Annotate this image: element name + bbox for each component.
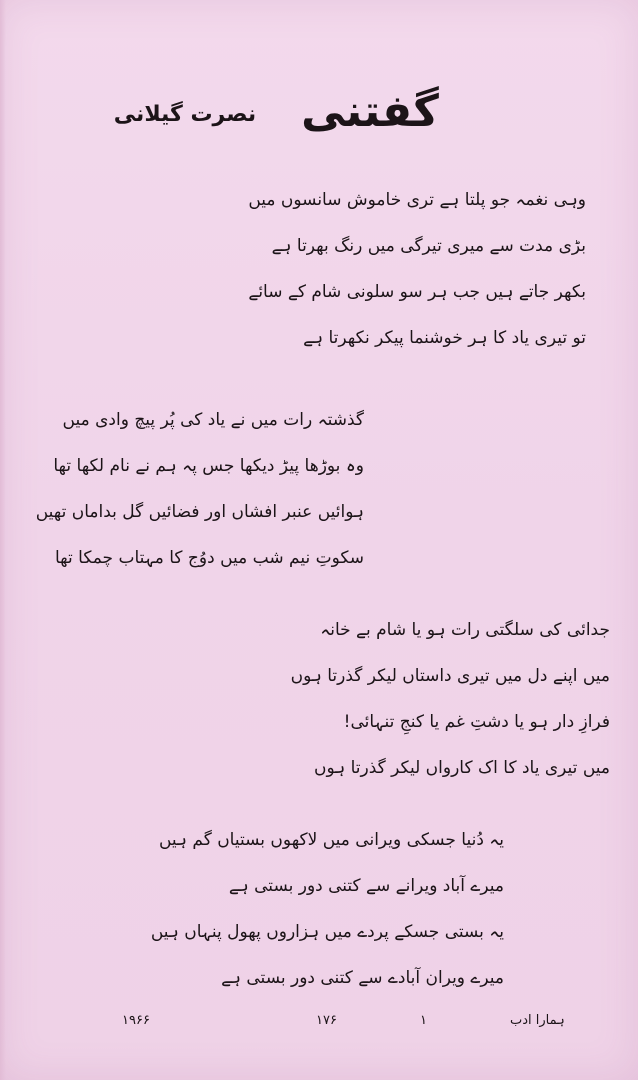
verse-line: یہ دُنیا جسکی ویرانی میں لاکھوں بستیاں گم ہیں [158,830,504,850]
page-footer [0,1013,638,1037]
page-number: ۱۷۶ [316,1013,337,1028]
stanza-2 [35,408,364,570]
poet-name: نصرت گیلانی [113,102,257,127]
journal-name: ہمارا ادب [510,1013,565,1028]
verse-line: وہی نغمہ جو پلتا ہے تری خاموش سانسوں میں [248,190,586,210]
verse-line: سکوتِ نیم شب میں دوُج کا مہتاب چمکا تھا [55,548,364,568]
verse-line: فرازِ دار ہو یا دشتِ غم یا کنجِ تنہائی! [343,712,610,732]
verse-line: ہوائیں عنبر افشاں اور فضائیں گل بداماں تھیں [35,502,364,522]
verse-line: میں تیری یاد کا اک کارواں لیکر گذرتا ہوں [314,758,610,778]
footer-mark: ۱ [420,1013,427,1028]
verse-line: میرے ویران آبادے سے کتنی دور بستی ہے [221,968,504,988]
verse-line: بکھر جاتے ہیں جب ہر سو سلونی شام کے سائے [248,282,586,302]
verse-line: میں اپنے دل میں تیری داستاں لیکر گذرتا ہوں [290,666,610,686]
verse-line: بڑی مدت سے میری تیرگی میں رنگ بھرتا ہے [271,236,586,256]
stanza-4 [150,828,504,990]
stanza-3 [290,618,610,780]
verse-line: میرے آباد ویرانے سے کتنی دور بستی ہے [228,876,504,896]
footer-year: ۱۹۶۶ [122,1013,150,1028]
verse-line: وہ بوڑھا پیڑ دیکھا جس پہ ہم نے نام لکھا تھا [53,456,364,476]
page-edge [0,0,6,1080]
stanza-1 [248,188,586,350]
verse-line: یہ بستی جسکے پردے میں ہزاروں پھول پنہاں ہیں [150,922,504,942]
poem-title: گفتنی [301,86,439,137]
verse-line: جدائی کی سلگتی رات ہو یا شام بے خانہ [320,620,610,640]
verse-line: تو تیری یاد کا ہر خوشنما پیکر نکھرتا ہے [303,328,586,348]
verse-line: گذشتہ رات میں نے یاد کی پُر پیچ وادی میں [62,410,364,430]
